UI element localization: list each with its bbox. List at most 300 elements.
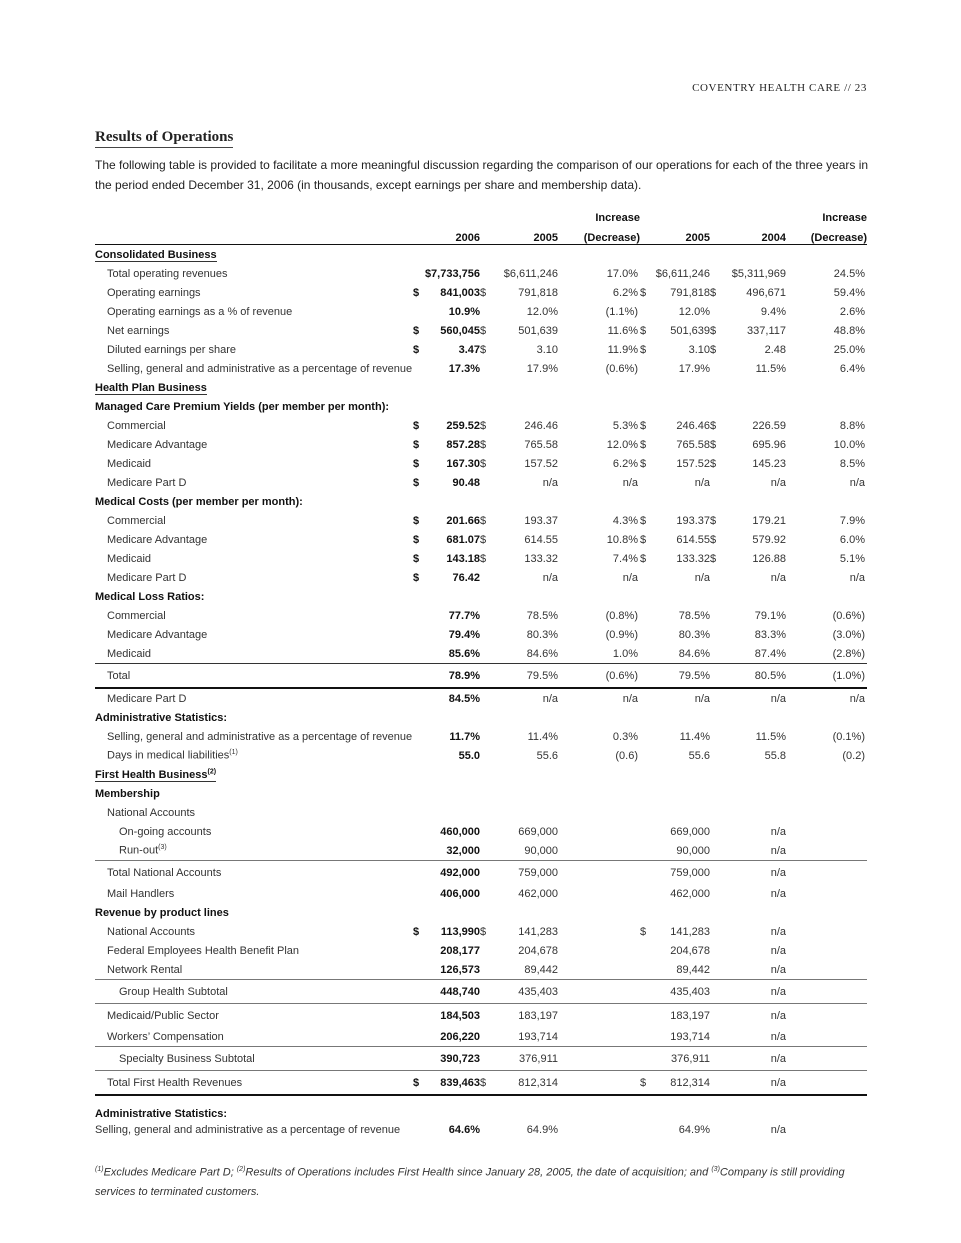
current-year-value: $ 3.47 <box>413 343 480 356</box>
row-label: Federal Employees Health Benefit Plan <box>107 944 299 957</box>
table-row <box>95 511 867 530</box>
cell-value: 25.0% <box>833 343 865 356</box>
cell-value: n/a <box>770 1030 786 1043</box>
table-row <box>95 688 867 708</box>
cell-value <box>786 960 867 980</box>
cell-value: 759,000 <box>640 861 710 885</box>
cell-value <box>786 861 867 885</box>
table-row <box>95 1120 867 1139</box>
cell-value: $ 501,639 <box>640 324 710 337</box>
current-year-value: $ 839,463 <box>413 1071 480 1096</box>
cell-value: n/a <box>622 571 638 584</box>
table-row <box>95 530 867 549</box>
cell-value: $ 179.21 <box>710 514 786 527</box>
header-separator: // <box>844 82 852 94</box>
section-heading: Medical Costs (per member per month): <box>95 495 303 508</box>
row-label: Selling, general and administrative as a percentage of revenue <box>107 362 413 375</box>
cell-value: (0.6%) <box>832 609 865 622</box>
row-label: Medicaid <box>107 457 152 470</box>
table-row <box>95 568 867 587</box>
cell-value: 12.0% <box>526 305 558 318</box>
cell-value <box>786 980 867 1004</box>
cell-value: 2.6% <box>839 305 865 318</box>
footnote-marker-3: (3) <box>711 1166 720 1173</box>
section-heading: Managed Care Premium Yields (per member per month): <box>95 400 390 413</box>
current-year-value: $ 201.66 <box>413 514 480 527</box>
cell-value: 84.6% <box>526 647 558 660</box>
section-row <box>95 765 867 784</box>
section-row <box>95 587 867 606</box>
cell-value: $ 246.46 <box>480 419 558 432</box>
row-label: Workers’ Compensation <box>107 1030 224 1043</box>
cell-value: $ 614.55 <box>480 533 558 546</box>
cell-value: 204,678 <box>518 944 558 957</box>
cell-value: n/a <box>770 925 786 938</box>
table-row <box>95 980 867 1004</box>
cell-value: 11.6% <box>607 324 638 337</box>
cell-value: 17.9% <box>526 362 558 375</box>
row-label: On-going accounts <box>119 825 212 838</box>
current-year-value: 84.5% <box>448 692 480 705</box>
company-name: COVENTRY HEALTH CARE <box>692 82 841 94</box>
current-year-value: 77.7% <box>448 609 480 622</box>
cell-value: n/a <box>710 1004 786 1028</box>
table-row <box>95 664 867 689</box>
table-row <box>95 922 867 941</box>
current-year-value: $ 76.42 <box>413 571 480 584</box>
cell-value: 462,000 <box>518 887 558 900</box>
row-label: National Accounts <box>107 925 196 938</box>
cell-value: (0.8%) <box>605 609 638 622</box>
cell-value: $5,311,969 <box>731 267 786 280</box>
footnote-marker-2: (2) <box>236 1166 246 1173</box>
cell-value: 83.3% <box>754 628 786 641</box>
current-year-value: 64.6% <box>448 1123 480 1136</box>
cell-value: n/a <box>770 571 786 584</box>
current-year-value: $ 681.07 <box>413 533 480 546</box>
section-heading: First Health Business$^{(2)}$ <box>95 768 217 781</box>
cell-value: 193,714 <box>518 1030 558 1043</box>
column-header <box>710 207 786 224</box>
section-title: Results of Operations <box>95 129 233 148</box>
cell-value: $ 226.59 <box>710 419 786 432</box>
cell-value: 204,678 <box>670 944 710 957</box>
cell-value: (0.9%) <box>605 628 638 641</box>
cell-value: (0.1%) <box>832 730 865 743</box>
current-year-value: $ 143.18 <box>413 552 480 565</box>
cell-value: n/a <box>622 692 638 705</box>
cell-value: $ 3.10 <box>640 343 710 356</box>
column-header: Increase <box>822 212 867 224</box>
current-year-value: 10.9% <box>448 305 480 318</box>
row-label: Net earnings <box>107 324 170 337</box>
section-heading: Health Plan Business <box>95 381 207 394</box>
cell-value <box>558 822 640 841</box>
cell-value: 48.8% <box>833 324 865 337</box>
cell-value: $ 791,818 <box>640 286 710 299</box>
cell-value: 462,000 <box>670 887 710 900</box>
row-label: Days in medical liabilities$^{(1)}$ <box>107 749 238 762</box>
section-row <box>95 397 867 416</box>
section-row <box>95 245 867 265</box>
section-row <box>95 378 867 397</box>
table-row <box>95 283 867 302</box>
column-header <box>413 207 480 224</box>
cell-value: 78.5% <box>526 609 558 622</box>
section-heading: Consolidated Business <box>95 248 217 261</box>
table-row <box>95 435 867 454</box>
column-header <box>95 224 413 245</box>
cell-value <box>786 922 867 941</box>
cell-value: 12.0% <box>678 305 710 318</box>
row-label: Diluted earnings per share <box>107 343 237 356</box>
current-year-value: $ 113,990 <box>413 925 480 938</box>
cell-value: 55.6 <box>536 749 558 762</box>
row-label: Medicaid <box>107 647 152 660</box>
cell-value <box>558 1027 640 1047</box>
cell-value: 89,442 <box>676 963 710 976</box>
results-table <box>95 207 867 1139</box>
cell-value: 24.5% <box>833 267 865 280</box>
table-row <box>95 746 867 765</box>
current-year-value: 406,000 <box>440 887 480 900</box>
row-label: Medicaid/Public Sector <box>95 1004 413 1028</box>
column-header: (Decrease) <box>786 224 867 245</box>
cell-value: 9.4% <box>760 305 786 318</box>
row-label: Medicare Advantage <box>107 628 208 641</box>
column-header <box>95 207 413 224</box>
cell-value: 79.5% <box>640 664 710 689</box>
column-header: 2005 <box>640 224 710 245</box>
cell-value <box>558 941 640 960</box>
cell-value <box>558 1047 640 1071</box>
cell-value <box>786 841 867 861</box>
table-row <box>95 454 867 473</box>
cell-value: n/a <box>694 692 710 705</box>
row-label: Selling, general and administrative as a percentage of revenue <box>95 1123 401 1136</box>
cell-value: 376,911 <box>480 1047 558 1071</box>
cell-value: 84.6% <box>678 647 710 660</box>
table-row <box>95 416 867 435</box>
cell-value: n/a <box>622 476 638 489</box>
row-label: Medicare Part D <box>107 571 187 584</box>
footnote-text-1: Excludes Medicare Part D; <box>103 1166 237 1179</box>
cell-value: 6.0% <box>839 533 865 546</box>
row-label: Operating earnings as a % of revenue <box>107 305 293 318</box>
column-header <box>640 207 710 224</box>
current-year-value: $ 841,003 <box>413 286 480 299</box>
cell-value <box>558 841 640 861</box>
section-heading: Membership <box>95 787 160 800</box>
cell-value: $ 812,314 <box>480 1071 558 1096</box>
table-row <box>95 473 867 492</box>
cell-value: $ 133.32 <box>480 552 558 565</box>
table-row <box>95 1047 867 1071</box>
cell-value: n/a <box>710 1071 786 1096</box>
cell-value: $ 141,283 <box>640 925 710 938</box>
cell-value: $ 133.32 <box>640 552 710 565</box>
section-row <box>95 708 867 727</box>
section-row <box>95 903 867 922</box>
cell-value <box>558 1071 640 1096</box>
cell-value: 7.4% <box>612 552 638 565</box>
cell-value: 55.6 <box>688 749 710 762</box>
cell-value: $ 145.23 <box>710 457 786 470</box>
cell-value: 6.2% <box>612 286 638 299</box>
cell-value <box>558 922 640 941</box>
cell-value: n/a <box>542 692 558 705</box>
cell-value: (0.6%) <box>558 664 640 689</box>
cell-value: (0.6) <box>615 749 638 762</box>
section-row <box>95 492 867 511</box>
column-header: (Decrease) <box>558 224 640 245</box>
cell-value: 12.0% <box>606 438 638 451</box>
current-year-value: $ 857.28 <box>413 438 480 451</box>
cell-value: 5.3% <box>612 419 638 432</box>
cell-value: 0.3% <box>612 730 638 743</box>
cell-value: 11.5% <box>755 362 786 375</box>
current-year-value: 78.9% <box>413 664 480 689</box>
table-row <box>95 1004 867 1028</box>
section-heading: Administrative Statistics: <box>95 711 228 724</box>
cell-value: $ 157.52 <box>640 457 710 470</box>
current-year-value: 208,177 <box>440 944 480 957</box>
cell-value: 11.5% <box>755 730 786 743</box>
section-row <box>95 803 867 822</box>
current-year-value: 492,000 <box>413 861 480 885</box>
cell-value: 1.0% <box>612 647 638 660</box>
cell-value: 376,911 <box>640 1047 710 1071</box>
row-label: Medicare Part D <box>107 692 187 705</box>
footnotes <box>95 1160 870 1202</box>
row-label: Medicaid <box>107 552 152 565</box>
cell-value: 435,403 <box>640 980 710 1004</box>
cell-value: $ 812,314 <box>640 1071 710 1096</box>
cell-value: 11.4% <box>679 730 710 743</box>
cell-value: 10.8% <box>606 533 638 546</box>
row-label: Commercial <box>107 419 166 432</box>
intro-paragraph: The following table is provided to facilitate a more meaningful discussion regarding the comparison of our operations for each of the three years in the period ended December 31, 2006 (in thousands, except earnings per share and membership data). <box>95 158 869 192</box>
row-label: Commercial <box>107 609 166 622</box>
cell-value: 55.8 <box>764 749 786 762</box>
table-row <box>95 606 867 625</box>
current-year-value: 17.3% <box>448 362 480 375</box>
table-row <box>95 861 867 885</box>
current-year-value: 11.7% <box>449 730 480 743</box>
cell-value: n/a <box>849 476 865 489</box>
cell-value: 90,000 <box>524 844 558 857</box>
row-label: Total <box>95 664 413 689</box>
cell-value <box>558 960 640 980</box>
cell-value: n/a <box>710 1047 786 1071</box>
table-row <box>95 340 867 359</box>
cell-value: n/a <box>770 476 786 489</box>
table-row <box>95 549 867 568</box>
table-row <box>95 1071 867 1096</box>
current-year-value: 206,220 <box>440 1030 480 1043</box>
cell-value: 435,403 <box>480 980 558 1004</box>
cell-value: $ 695.96 <box>710 438 786 451</box>
column-header: 2006 <box>413 224 480 245</box>
cell-value: 80.3% <box>678 628 710 641</box>
cell-value: n/a <box>770 944 786 957</box>
cell-value: n/a <box>770 1123 786 1136</box>
cell-value: 6.2% <box>612 457 638 470</box>
table-row <box>95 644 867 664</box>
table-row <box>95 321 867 340</box>
row-label: Group Health Subtotal <box>95 980 413 1004</box>
cell-value: 17.9% <box>678 362 710 375</box>
cell-value: $6,611,246 <box>655 267 710 280</box>
row-label: Operating earnings <box>107 286 201 299</box>
current-year-value: $7,733,756 <box>424 267 480 280</box>
page-number: 23 <box>854 82 867 94</box>
column-header <box>480 207 558 224</box>
cell-value: 759,000 <box>480 861 558 885</box>
cell-value: 80.3% <box>526 628 558 641</box>
cell-value: n/a <box>770 692 786 705</box>
current-year-value: $ 259.52 <box>413 419 480 432</box>
cell-value: 183,197 <box>480 1004 558 1028</box>
cell-value: 59.4% <box>833 286 865 299</box>
cell-value: 6.4% <box>839 362 865 375</box>
cell-value: n/a <box>770 844 786 857</box>
cell-value: 89,442 <box>524 963 558 976</box>
row-label: Network Rental <box>107 963 183 976</box>
footnote-text-3: Company is still providing services to terminated customers. <box>95 1166 845 1198</box>
cell-value: n/a <box>542 476 558 489</box>
row-label: Mail Handlers <box>107 887 175 900</box>
cell-value: n/a <box>770 887 786 900</box>
cell-value: $ 157.52 <box>480 457 558 470</box>
column-header: 2004 <box>710 224 786 245</box>
row-label: Medicare Part D <box>107 476 187 489</box>
cell-value <box>558 884 640 903</box>
cell-value <box>786 1120 867 1139</box>
cell-value: n/a <box>694 571 710 584</box>
section-row <box>95 1095 867 1120</box>
cell-value: $ 246.46 <box>640 419 710 432</box>
table-row <box>95 625 867 644</box>
footnote-text-2: Results of Operations includes First Health since January 28, 2005, the date of acquisition; and <box>245 1166 712 1179</box>
cell-value: 79.5% <box>480 664 558 689</box>
cell-value: n/a <box>710 980 786 1004</box>
header-row <box>95 224 867 245</box>
cell-value: $ 496,671 <box>710 286 786 299</box>
cell-value: n/a <box>849 692 865 705</box>
current-year-value: 460,000 <box>440 825 480 838</box>
table-row <box>95 727 867 746</box>
section-heading: National Accounts <box>107 806 196 819</box>
cell-value: $ 501,639 <box>480 324 558 337</box>
cell-value: $ 337,117 <box>710 324 786 337</box>
cell-value <box>558 861 640 885</box>
column-header: 2005 <box>480 224 558 245</box>
cell-value: 78.5% <box>678 609 710 622</box>
cell-value: 4.3% <box>612 514 638 527</box>
current-year-value: $ 90.48 <box>413 476 480 489</box>
cell-value: 17.0% <box>606 267 638 280</box>
cell-value: 5.1% <box>839 552 865 565</box>
current-year-value: 390,723 <box>413 1047 480 1071</box>
current-year-value: 55.0 <box>458 749 480 762</box>
row-label: Medicare Advantage <box>107 533 208 546</box>
cell-value: $ 2.48 <box>710 343 786 356</box>
table-row <box>95 302 867 321</box>
cell-value: $ 193.37 <box>480 514 558 527</box>
table-row <box>95 264 867 283</box>
cell-value: 669,000 <box>518 825 558 838</box>
cell-value: 90,000 <box>676 844 710 857</box>
cell-value: n/a <box>849 571 865 584</box>
running-header <box>692 82 867 94</box>
row-label: Medicare Advantage <box>107 438 208 451</box>
cell-value: n/a <box>694 476 710 489</box>
cell-value: $ 791,818 <box>480 286 558 299</box>
column-header: Increase <box>595 212 640 224</box>
table-row <box>95 359 867 378</box>
cell-value: 193,714 <box>670 1030 710 1043</box>
current-year-value: 85.6% <box>448 647 480 660</box>
current-year-value: $ 167.30 <box>413 457 480 470</box>
footnote-marker-1: (1) <box>95 1166 104 1173</box>
cell-value <box>786 941 867 960</box>
current-year-value: 79.4% <box>448 628 480 641</box>
cell-value: $6,611,246 <box>503 267 558 280</box>
cell-value: n/a <box>770 963 786 976</box>
cell-value: $ 765.58 <box>480 438 558 451</box>
cell-value: $ 765.58 <box>640 438 710 451</box>
cell-value: (1.1%) <box>605 305 638 318</box>
table-row <box>95 884 867 903</box>
current-year-value: 184,503 <box>413 1004 480 1028</box>
current-year-value: 32,000 <box>446 844 480 857</box>
cell-value: $ 141,283 <box>480 925 558 938</box>
cell-value: 8.8% <box>839 419 865 432</box>
cell-value: 87.4% <box>754 647 786 660</box>
cell-value: 669,000 <box>670 825 710 838</box>
cell-value: $ 579.92 <box>710 533 786 546</box>
cell-value: $ 193.37 <box>640 514 710 527</box>
cell-value: (0.6%) <box>605 362 638 375</box>
cell-value: 7.9% <box>839 514 865 527</box>
row-label: Commercial <box>107 514 166 527</box>
row-label: Total National Accounts <box>95 861 413 885</box>
current-year-value: $ 560,045 <box>413 324 480 337</box>
cell-value <box>786 1004 867 1028</box>
cell-value: $ 126.88 <box>710 552 786 565</box>
cell-value <box>786 1027 867 1047</box>
cell-value: n/a <box>542 571 558 584</box>
section-heading: Medical Loss Ratios: <box>95 590 205 603</box>
table-row <box>95 941 867 960</box>
row-label: Total operating revenues <box>107 267 228 280</box>
section-heading: Administrative Statistics: <box>95 1108 228 1120</box>
cell-value <box>558 980 640 1004</box>
cell-value: (2.8%) <box>832 647 865 660</box>
table-row <box>95 822 867 841</box>
cell-value: $ 3.10 <box>480 343 558 356</box>
cell-value: 183,197 <box>640 1004 710 1028</box>
cell-value: n/a <box>710 861 786 885</box>
row-label: Specialty Business Subtotal <box>95 1047 413 1071</box>
cell-value <box>786 1047 867 1071</box>
cell-value: 64.9% <box>526 1123 558 1136</box>
cell-value: 8.5% <box>839 457 865 470</box>
row-label: Run-out$^{(3)}$ <box>119 844 167 857</box>
section-heading: Revenue by product lines <box>95 906 229 919</box>
cell-value: (0.2) <box>842 749 865 762</box>
